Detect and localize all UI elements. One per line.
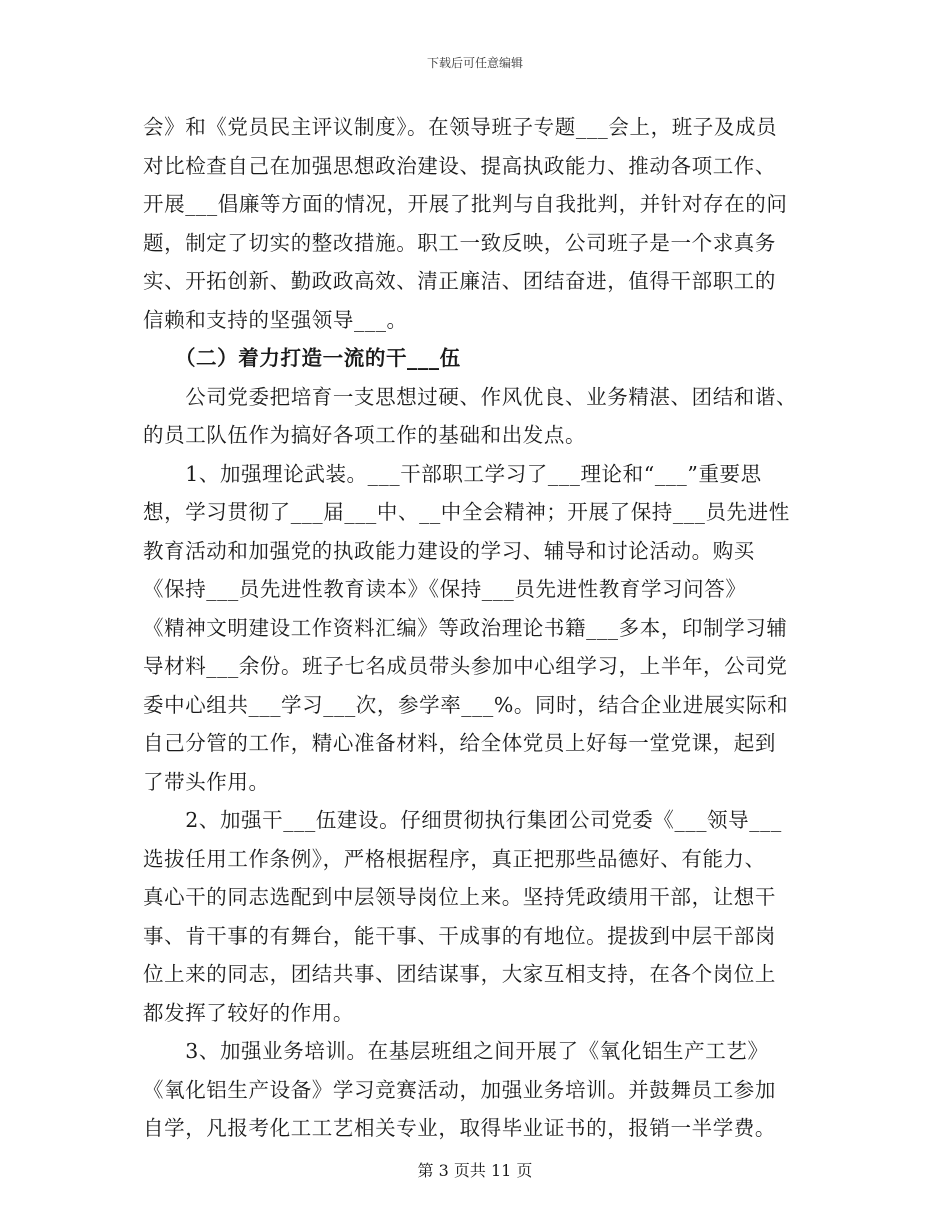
body-line: 1、加强理论武装。___干部职工学习了___理论和“___”重要思 [143, 461, 762, 486]
body-line: 想，学习贯彻了___届___中、__中全会精神；开展了保持___员先进性 [143, 500, 790, 524]
body-line: 会》和《党员民主评议制度》。在领导班子专题___会上，班子及成员 [143, 115, 778, 139]
body-line: 实、开拓创新、勤政政高效、清正廉洁、团结奋进，值得干部职工的 [143, 269, 776, 293]
body-line: 对比检查自己在加强思想政治建设、提高执政能力、推动各项工作、 [143, 153, 776, 178]
body-line: 都发挥了较好的作用。 [143, 1000, 354, 1025]
body-line: 自学，凡报考化工工艺相关专业，取得毕业证书的，报销一半学费。 [143, 1116, 776, 1140]
page-header: 下载后可任意编辑 [426, 56, 523, 70]
body-line: 事、肯干事的有舞台，能干事、干成事的有地位。提拔到中层干部岗 [143, 923, 776, 948]
body-line: 题，制定了切实的整改措施。职工一致反映，公司班子是一个求真务 [143, 230, 776, 255]
body-line: 公司党委把培育一支思想过硬、作风优良、业务精湛、团结和谐、 [143, 384, 798, 409]
page-number: 第 3 页共 11 页 [417, 1161, 533, 1180]
body-line: 开展___倡廉等方面的情况，开展了批判与自我批判，并针对存在的问 [143, 192, 788, 216]
body-line: 自己分管的工作，精心准备材料，给全体党员上好每一堂党课，起到 [143, 731, 776, 755]
body-line: 2、加强干___伍建设。仔细贯彻执行集团公司党委《___领导___ [143, 808, 782, 832]
body-line: 真心干的同志选配到中层领导岗位上来。坚持凭政绩用干部，让想干 [143, 885, 776, 909]
body-line: 了带头作用。 [143, 769, 270, 794]
body-line: 3、加强业务培训。在基层班组之间开展了《氧化铝生产工艺》 [143, 1039, 769, 1063]
body-line: 《氧化铝生产设备》学习竞赛活动，加强业务培训。并鼓舞员工参加 [143, 1077, 776, 1102]
body-line: 导材料___余份。班子七名成员带头参加中心组学习，上半年，公司党 [143, 654, 788, 678]
body-line: 的员工队伍作为搞好各项工作的基础和出发点。 [143, 423, 587, 447]
body-line: 选拔任用工作条例》，严格根据程序，真正把那些品德好、有能力、 [143, 846, 766, 871]
section-heading: （二）着力打造一流的干___伍 [143, 346, 461, 370]
body-line: 信赖和支持的坚强领导___。 [143, 307, 408, 332]
body-line: 委中心组共___学习___次，参学率___%。同时，结合企业进展实际和 [143, 692, 789, 717]
body-line: 《精神文明建设工作资料汇编》等政治理论书籍___多本，印制学习辅 [143, 615, 788, 640]
document-body [143, 108, 813, 1148]
body-line: 教育活动和加强党的执政能力建设的学习、辅导和讨论活动。购买 [143, 538, 755, 563]
body-line: 《保持___员先进性教育读本》《保持___员先进性教育学习问答》 [143, 577, 747, 601]
body-line: 位上来的同志，团结共事、团结谋事，大家互相支持，在各个岗位上 [143, 962, 776, 986]
